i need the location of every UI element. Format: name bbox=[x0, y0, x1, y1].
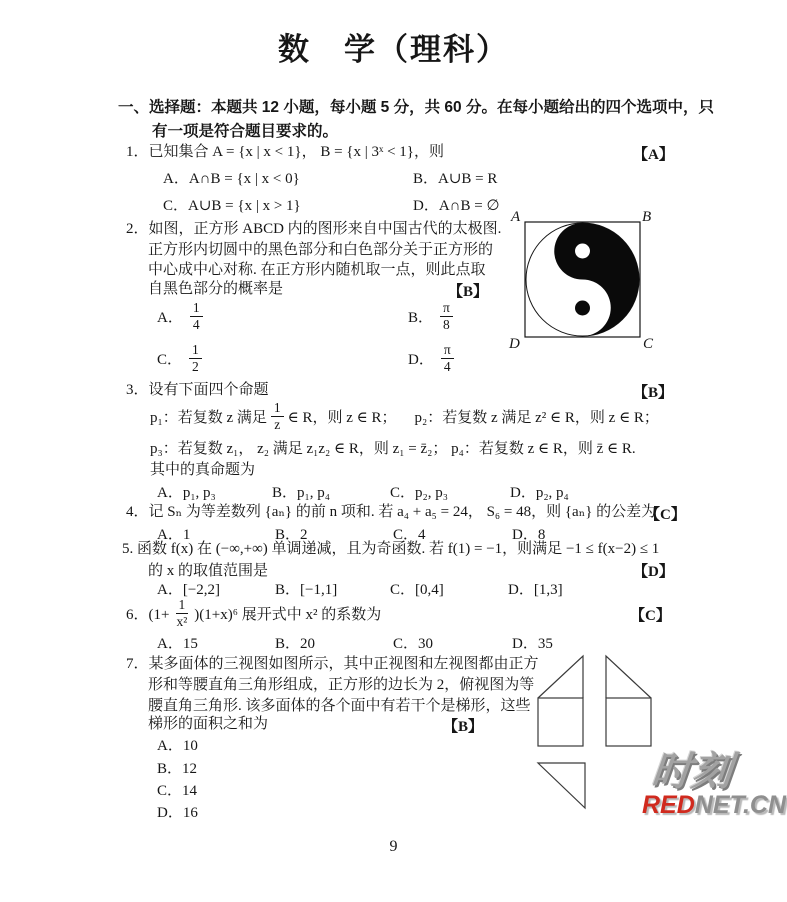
q6-option-b: B．20 bbox=[275, 636, 316, 652]
q3-p1-post: ∈ R，则 z ∈ R； bbox=[287, 410, 397, 427]
q7-option-b: B．12 bbox=[157, 761, 198, 777]
side-view-square bbox=[606, 698, 651, 746]
q3-p2: p₂：若复数 z 满足 z² ∈ R，则 z ∈ R； bbox=[414, 410, 659, 427]
q2-stem-line2: 正方形内切圆中的黑色部分和白色部分关于正方形的 bbox=[148, 242, 494, 258]
q3-answer-badge: 【B】 bbox=[633, 385, 674, 401]
q2-option-c-fraction bbox=[189, 343, 202, 374]
q2-option-c bbox=[157, 343, 202, 374]
q3-option-b: B．p₁, p₄ bbox=[272, 485, 330, 501]
q1-answer-badge: 【A】 bbox=[633, 147, 674, 163]
q2-option-a-fraction bbox=[190, 301, 203, 332]
q1-option-a: A．A∩B = {x | x < 0} bbox=[163, 171, 300, 187]
fraction-denominator: 4 bbox=[443, 359, 451, 375]
q2-option-b bbox=[408, 301, 453, 332]
q3-option-c: C．p₂, p₃ bbox=[390, 485, 448, 501]
fraction-denominator: x² bbox=[176, 614, 188, 630]
section-heading-line1: 一、选择题：本题共 12 小题，每小题 5 分，共 60 分。在每小题给出的四个选项中，只 bbox=[118, 99, 714, 116]
q1-option-c: C．A∪B = {x | x > 1} bbox=[163, 198, 301, 214]
q5-option-d: D．[1,3] bbox=[508, 582, 563, 598]
q7-stem-line4: 梯形的面积之和为 bbox=[148, 716, 269, 732]
q2-option-c-label: C． bbox=[157, 352, 183, 369]
q5-stem-line2: 的 x 的取值范围是 bbox=[148, 563, 269, 579]
front-view-triangle bbox=[538, 656, 583, 698]
watermark-site-red: RED bbox=[642, 791, 695, 819]
yinyang-black-dot bbox=[575, 301, 590, 316]
q7-option-c: C．14 bbox=[157, 783, 198, 799]
fraction-numerator: 1 bbox=[190, 301, 203, 317]
watermark-site bbox=[642, 791, 786, 820]
front-view-square bbox=[538, 698, 583, 746]
q2-option-d-fraction bbox=[441, 343, 454, 374]
q4-option-a: A．1 bbox=[157, 527, 191, 543]
watermark-brand: 时刻 bbox=[649, 750, 734, 794]
q2-option-a bbox=[157, 301, 203, 332]
q6-stem-pre: 6．(1+ bbox=[126, 607, 170, 624]
q6-option-a: A．15 bbox=[157, 636, 198, 652]
q5-option-b: B．[−1,1] bbox=[275, 582, 338, 598]
three-view-figure bbox=[533, 650, 658, 812]
page-number: 9 bbox=[389, 838, 398, 855]
q7-option-a: A．10 bbox=[157, 738, 198, 754]
q4-answer-badge: 【C】 bbox=[645, 507, 686, 523]
fraction-numerator: 1 bbox=[271, 401, 284, 417]
q2-option-d-label: D． bbox=[408, 352, 434, 369]
q6-stem-post: )(1+x)⁶ 展开式中 x² 的系数为 bbox=[194, 607, 382, 624]
q1-stem: 1．已知集合 A = {x | x < 1}， B = {x | 3ˣ < 1}，则 bbox=[126, 144, 444, 160]
fraction-numerator: 1 bbox=[189, 343, 202, 359]
q4-option-b: B．2 bbox=[275, 527, 308, 543]
q3-p1-pre: p₁：若复数 z 满足 bbox=[150, 410, 267, 427]
q4-option-c: C．4 bbox=[393, 527, 426, 543]
q7-stem-line2: 形和等腰直角三角形组成，正方形的边长为 2，俯视图为等 bbox=[148, 677, 535, 693]
fraction-denominator: z bbox=[274, 417, 281, 433]
q5-option-c: C．[0,4] bbox=[390, 582, 444, 598]
q7-option-d: D．16 bbox=[157, 805, 198, 821]
q7-stem-line1: 7．某多面体的三视图如图所示，其中正视图和左视图都由正方 bbox=[126, 656, 539, 672]
corner-label-c: C bbox=[643, 336, 654, 350]
fraction-denominator: 2 bbox=[192, 359, 199, 375]
q7-stem-line3: 腰直角三角形. 该多面体的各个面中有若干个是梯形，这些 bbox=[148, 698, 531, 714]
q6-answer-badge: 【C】 bbox=[630, 608, 671, 624]
q2-option-b-label: B． bbox=[408, 310, 434, 327]
taiji-figure bbox=[505, 208, 655, 350]
q2-stem-line1: 2．如图，正方形 ABCD 内的图形来自中国古代的太极图. bbox=[126, 221, 502, 237]
q2-option-d bbox=[408, 343, 454, 374]
fraction-denominator: 4 bbox=[192, 317, 200, 333]
q3-stem: 3．设有下面四个命题 bbox=[126, 382, 269, 398]
corner-label-d: D bbox=[509, 336, 520, 350]
q6-stem bbox=[126, 598, 381, 629]
q6-option-c: C．30 bbox=[393, 636, 434, 652]
q2-stem-line3: 中心成中心对称. 在正方形内随机取一点，则此点取 bbox=[148, 262, 486, 278]
q2-stem-line4: 自黑色部分的概率是 bbox=[148, 281, 284, 297]
yinyang-white-dot bbox=[575, 244, 590, 259]
q3-p1-fraction bbox=[271, 401, 284, 432]
q3-proposition-line2: p₃：若复数 z₁， z₂ 满足 z₁z₂ ∈ R，则 z₁ = z̄₂； p₄：若复数 z ∈ R，则 z̄ ∈ R. bbox=[150, 441, 636, 457]
q7-answer-badge: 【B】 bbox=[443, 719, 484, 735]
watermark-site-gray: NET.CN bbox=[694, 791, 786, 819]
corner-label-b: B bbox=[642, 209, 652, 225]
q6-fraction bbox=[173, 598, 190, 629]
q2-option-b-fraction bbox=[440, 301, 453, 332]
q6-option-d: D．35 bbox=[512, 636, 553, 652]
q1-option-d: D．A∩B = ∅ bbox=[413, 198, 500, 214]
section-heading-line2: 有一项是符合题目要求的。 bbox=[152, 123, 339, 140]
fraction-numerator: 1 bbox=[176, 598, 189, 614]
q5-answer-badge: 【D】 bbox=[633, 564, 674, 580]
q2-option-a-label: A． bbox=[157, 310, 183, 327]
corner-label-a: A bbox=[511, 209, 521, 225]
q3-proposition-line1 bbox=[150, 401, 659, 432]
q3-tail: 其中的真命题为 bbox=[150, 462, 256, 478]
q3-option-a: A．p₁, p₃ bbox=[157, 485, 216, 501]
q5-stem-line1: 5. 函数 f(x) 在 (−∞,+∞) 单调递减，且为奇函数. 若 f(1) = −1，则满足 −1 ≤ f(x−2) ≤ 1 bbox=[122, 541, 660, 557]
exam-title: 数 学（理科） bbox=[278, 32, 509, 67]
q1-option-b: B．A∪B = R bbox=[413, 171, 498, 187]
q5-option-a: A．[−2,2] bbox=[157, 582, 221, 598]
side-view-triangle bbox=[606, 656, 651, 698]
q2-answer-badge: 【B】 bbox=[448, 284, 489, 300]
q4-stem: 4．记 Sₙ 为等差数列 {aₙ} 的前 n 项和. 若 a₄ + a₅ = 24， S₆ = 48，则 {aₙ} 的公差为 bbox=[126, 504, 657, 520]
top-view-triangle bbox=[538, 763, 585, 808]
fraction-numerator: π bbox=[441, 343, 454, 359]
fraction-numerator: π bbox=[440, 301, 453, 317]
q3-option-d: D．p₂, p₄ bbox=[510, 485, 569, 501]
fraction-denominator: 8 bbox=[443, 317, 450, 333]
q4-option-d: D．8 bbox=[512, 527, 546, 543]
